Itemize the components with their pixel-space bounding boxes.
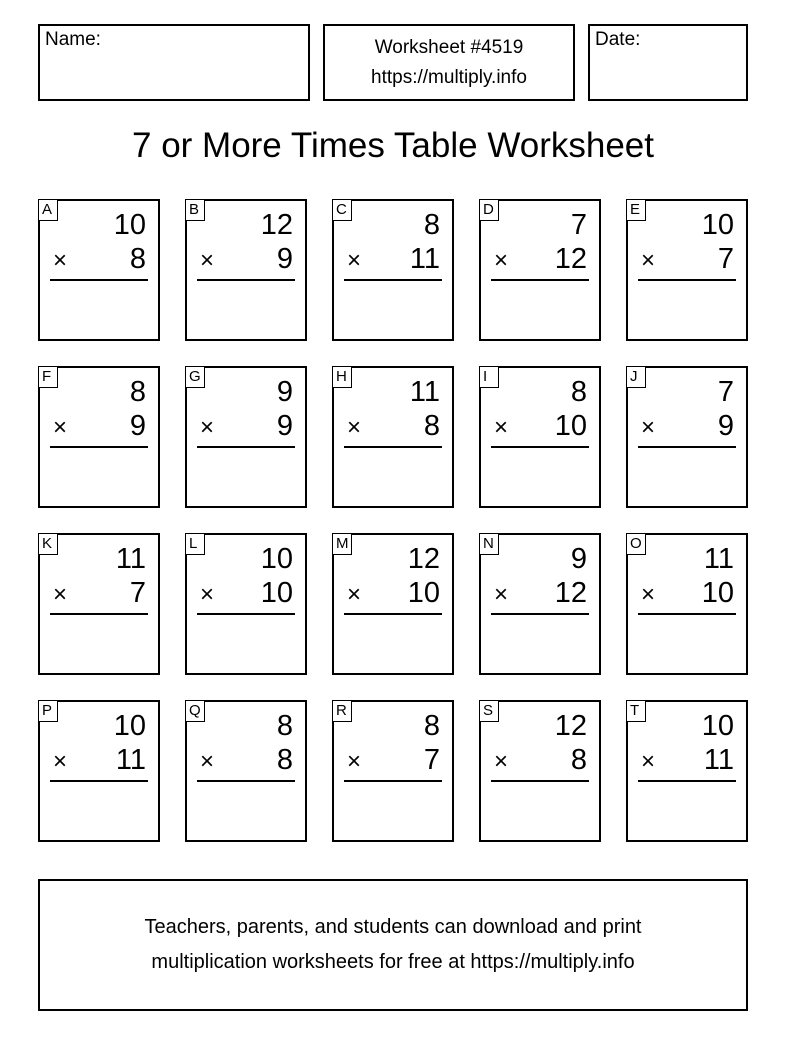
multiplier: 8 [570, 744, 587, 776]
answer-line [638, 446, 736, 448]
problem-card[interactable] [626, 700, 748, 842]
answer-line [491, 279, 589, 281]
problem-card[interactable] [332, 366, 454, 508]
multiplicand: 12 [260, 209, 293, 241]
name-label: Name: [45, 29, 101, 50]
multiply-sign: × [53, 581, 68, 608]
multiply-sign: × [53, 748, 68, 775]
problem-letter: G [185, 366, 205, 388]
multiplier: 10 [260, 577, 293, 609]
multiply-sign: × [641, 748, 656, 775]
problem-card[interactable] [38, 700, 160, 842]
problem-letter: A [38, 199, 58, 221]
multiply-sign: × [347, 247, 362, 274]
answer-line [491, 780, 589, 782]
multiply-sign: × [200, 748, 215, 775]
answer-line [638, 780, 736, 782]
footer-line-1: Teachers, parents, and students can download and print [144, 916, 642, 938]
answer-line [197, 446, 295, 448]
problem-letter: K [38, 533, 58, 555]
problem-letter: D [479, 199, 499, 221]
page-title: 7 or More Times Table Worksheet [132, 126, 654, 165]
problem-letter: O [626, 533, 646, 555]
problem-card[interactable] [332, 199, 454, 341]
multiplicand: 9 [276, 376, 293, 408]
problem-card[interactable] [479, 199, 601, 341]
multiplier: 10 [701, 577, 734, 609]
problem-letter: H [332, 366, 352, 388]
multiplicand: 8 [423, 209, 440, 241]
problem-letter: I [479, 366, 499, 388]
problem-letter: B [185, 199, 205, 221]
problem-letter: F [38, 366, 58, 388]
multiplier: 9 [276, 243, 293, 275]
problem-card[interactable] [479, 533, 601, 675]
multiplicand: 7 [570, 209, 587, 241]
problem-letter: T [626, 700, 646, 722]
problem-card[interactable] [479, 366, 601, 508]
multiply-sign: × [347, 414, 362, 441]
multiplier: 8 [276, 744, 293, 776]
multiply-sign: × [53, 247, 68, 274]
multiplicand: 9 [570, 543, 587, 575]
multiply-sign: × [641, 414, 656, 441]
multiplicand: 10 [701, 710, 734, 742]
multiplier: 7 [129, 577, 146, 609]
answer-line [491, 613, 589, 615]
answer-line [50, 780, 148, 782]
multiplicand: 11 [115, 543, 146, 575]
problem-card[interactable] [479, 700, 601, 842]
multiplier: 11 [409, 243, 440, 275]
problem-letter: N [479, 533, 499, 555]
answer-line [344, 780, 442, 782]
problem-card[interactable] [185, 366, 307, 508]
problem-card[interactable] [332, 700, 454, 842]
multiplier: 12 [554, 243, 587, 275]
multiplier: 10 [554, 410, 587, 442]
answer-line [638, 279, 736, 281]
footer-line-2: multiplication worksheets for free at https://multiply.info [151, 951, 635, 973]
multiplier: 11 [703, 744, 734, 776]
footer-box [38, 879, 748, 1011]
answer-line [197, 279, 295, 281]
answer-line [197, 780, 295, 782]
answer-line [197, 613, 295, 615]
problem-letter: E [626, 199, 646, 221]
multiply-sign: × [200, 247, 215, 274]
problem-letter: C [332, 199, 352, 221]
multiplier: 9 [129, 410, 146, 442]
problem-card[interactable] [332, 533, 454, 675]
date-box[interactable] [588, 24, 748, 101]
problem-letter: S [479, 700, 499, 722]
multiplicand: 12 [554, 710, 587, 742]
multiplicand: 7 [717, 376, 734, 408]
multiplicand: 10 [113, 710, 146, 742]
multiplicand: 8 [423, 710, 440, 742]
problem-letter: L [185, 533, 205, 555]
answer-line [344, 279, 442, 281]
problem-card[interactable] [626, 199, 748, 341]
multiplier: 9 [276, 410, 293, 442]
multiplicand: 10 [701, 209, 734, 241]
multiplier: 8 [423, 410, 440, 442]
problem-letter: P [38, 700, 58, 722]
answer-line [344, 446, 442, 448]
problem-card[interactable] [38, 366, 160, 508]
multiplier: 11 [115, 744, 146, 776]
problem-card[interactable] [185, 199, 307, 341]
problem-card[interactable] [185, 700, 307, 842]
worksheet-id: Worksheet #4519 [374, 37, 524, 58]
worksheet-id-box [323, 24, 575, 101]
multiply-sign: × [200, 581, 215, 608]
site-url: https://multiply.info [371, 67, 527, 88]
multiplicand: 11 [703, 543, 734, 575]
multiply-sign: × [641, 581, 656, 608]
answer-line [50, 613, 148, 615]
multiply-sign: × [494, 247, 509, 274]
multiplier: 10 [407, 577, 440, 609]
problem-letter: R [332, 700, 352, 722]
name-box[interactable] [38, 24, 310, 101]
multiply-sign: × [53, 414, 68, 441]
answer-line [344, 613, 442, 615]
problem-letter: Q [185, 700, 205, 722]
multiply-sign: × [200, 414, 215, 441]
problem-letter: J [626, 366, 646, 388]
multiply-sign: × [641, 247, 656, 274]
multiply-sign: × [494, 414, 509, 441]
multiply-sign: × [494, 581, 509, 608]
multiplicand: 12 [407, 543, 440, 575]
multiplier: 7 [717, 243, 734, 275]
problem-card[interactable] [185, 533, 307, 675]
answer-line [50, 446, 148, 448]
multiplicand: 11 [409, 376, 440, 408]
answer-line [491, 446, 589, 448]
multiplier: 8 [129, 243, 146, 275]
multiplicand: 10 [260, 543, 293, 575]
problem-card[interactable] [38, 199, 160, 341]
answer-line [50, 279, 148, 281]
problem-letter: M [332, 533, 352, 555]
multiplicand: 8 [570, 376, 587, 408]
date-label: Date: [595, 29, 641, 50]
answer-line [638, 613, 736, 615]
multiplier: 12 [554, 577, 587, 609]
problem-card[interactable] [626, 533, 748, 675]
problem-card[interactable] [38, 533, 160, 675]
multiplicand: 10 [113, 209, 146, 241]
multiplier: 9 [717, 410, 734, 442]
problem-card[interactable] [626, 366, 748, 508]
multiply-sign: × [494, 748, 509, 775]
multiply-sign: × [347, 581, 362, 608]
multiplier: 7 [423, 744, 440, 776]
multiplicand: 8 [276, 710, 293, 742]
multiplicand: 8 [129, 376, 146, 408]
multiply-sign: × [347, 748, 362, 775]
